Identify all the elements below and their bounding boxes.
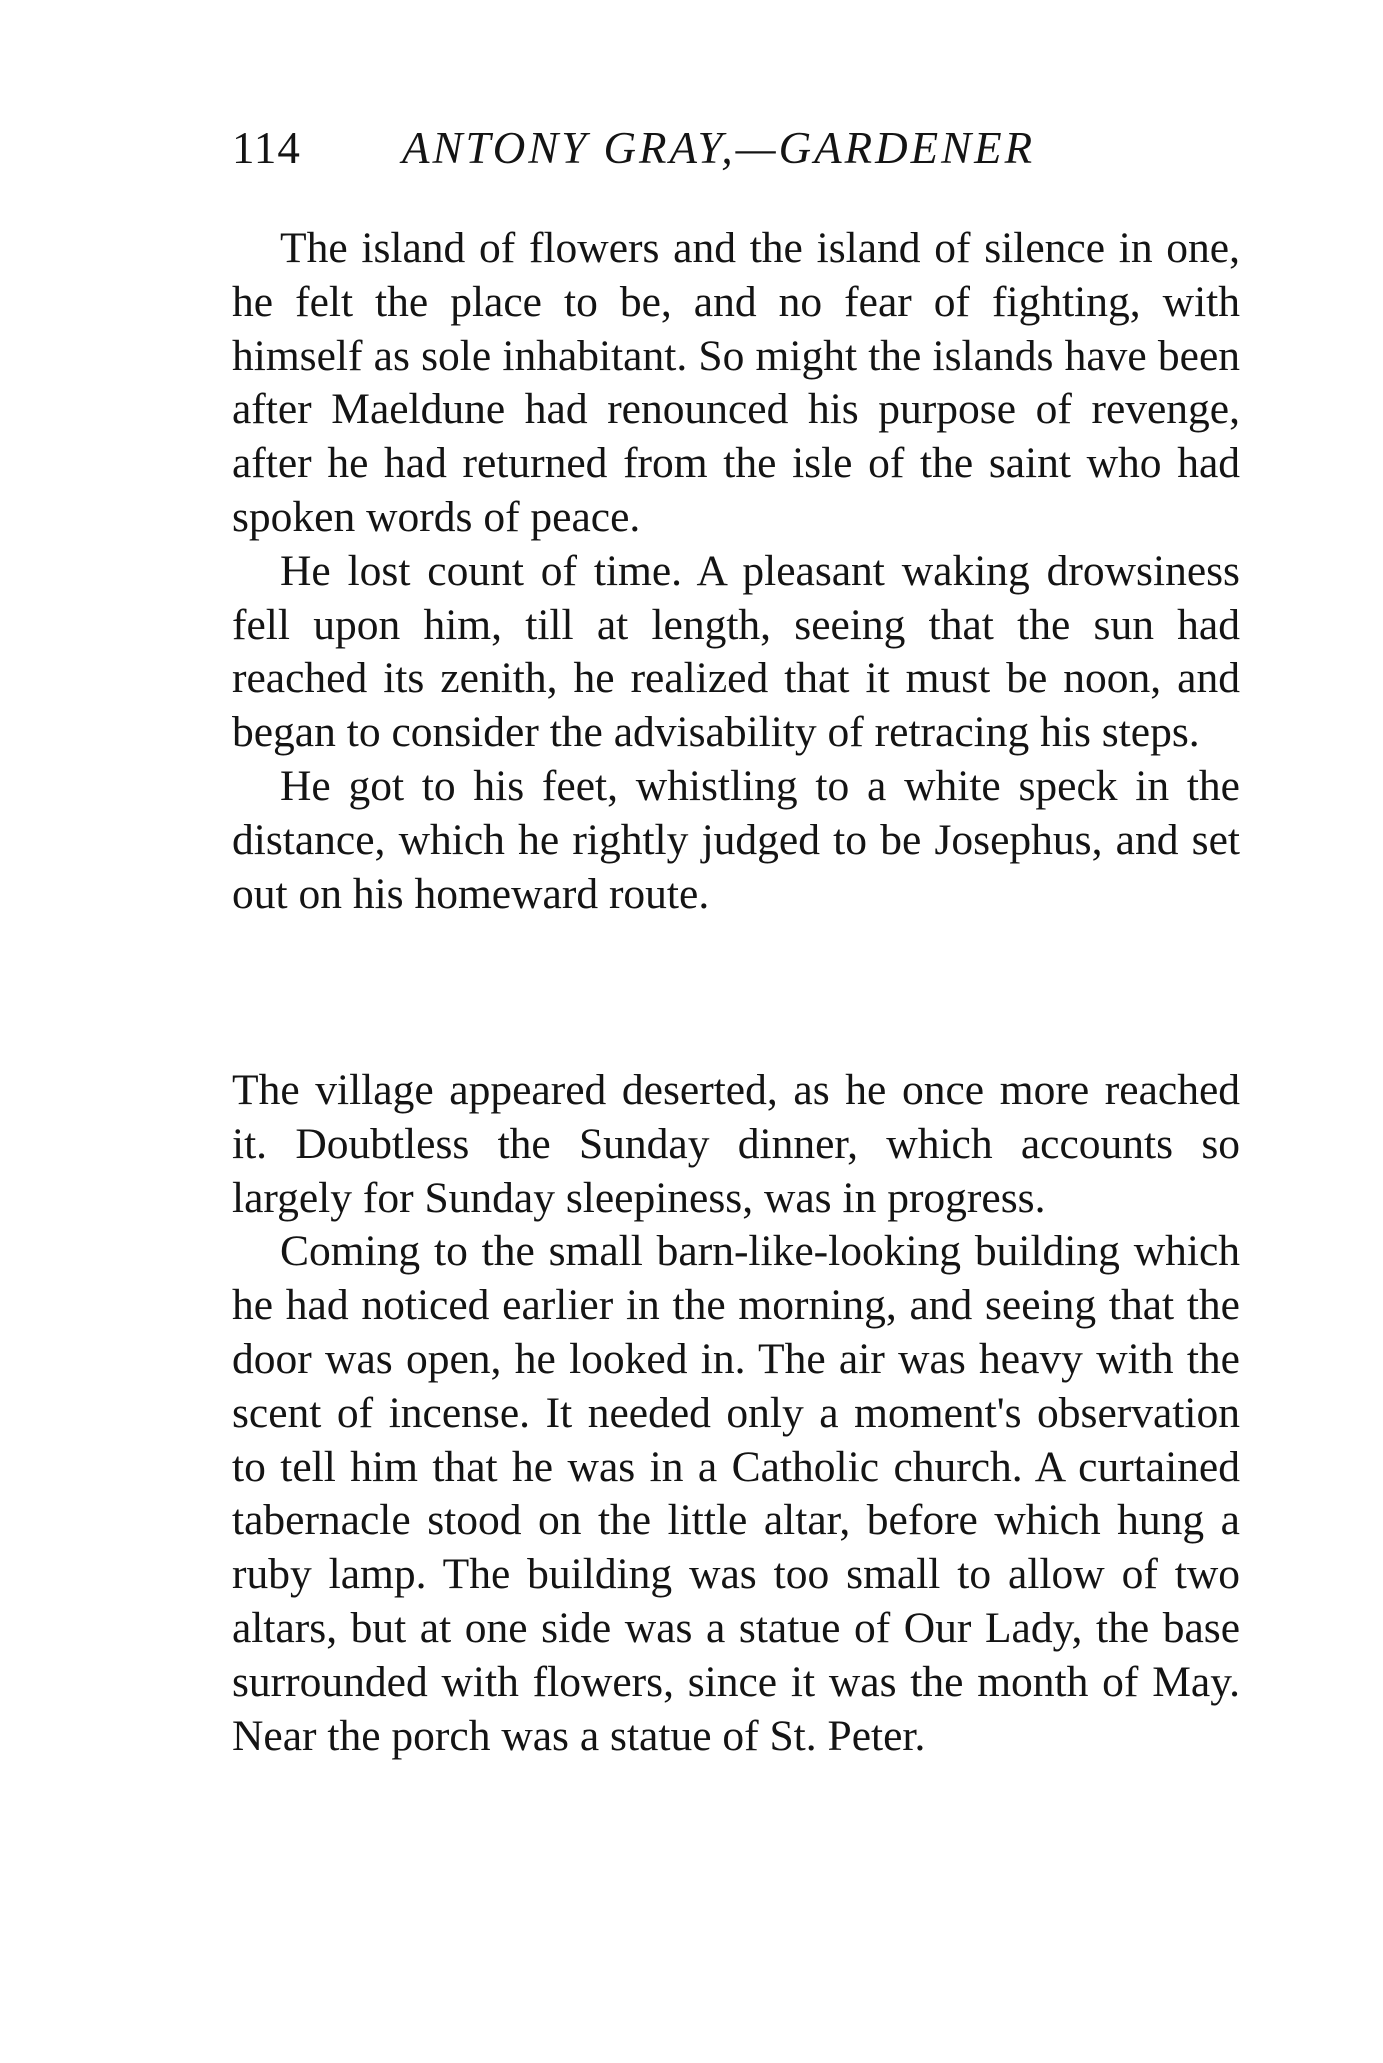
page-header [232, 118, 1242, 178]
paragraph-lost-count-of-time: He lost count of time. A pleasant waking drowsiness fell upon him, till at length, seeing that the sun had reached its zenith, he realized that it must be noon, and began to consider the advisability of retracing his steps. [232, 546, 1240, 757]
text-section-one [232, 222, 1240, 921]
running-title: ANTONY GRAY,—GARDENER [402, 123, 1036, 173]
paragraph-village-deserted: The village appeared deserted, as he once more reached it. Doubtless the Sunday dinner, which accounts so largely for Sunday sleepiness, was in progress. [232, 1066, 1240, 1222]
paragraph-catholic-church: Coming to the small barn-like-looking building which he had noticed earlier in the morning, and seeing that the door was open, he looked in. The air was heavy with the scent of incense. It needed only a moment's observation to tell him that he was in a Catholic church. A curtained tabernacle stood on the little altar, before which hung a ruby lamp. The building was too small to allow of two altars, but at one side was a statue of Our Lady, the base surrounded with flowers, since it was the month of May. Near the porch was a statue of St. Peter. [232, 1227, 1240, 1760]
paragraph-island-of-flowers: The island of flowers and the island of silence in one, he felt the place to be, and no fear of fighting, with himself as sole inhabitant. So might the islands have been after Maeldune had renounced his purpose of revenge, after he had returned from the isle of the saint who had spoken words of peace. [232, 224, 1240, 541]
text-section-two [232, 1064, 1240, 1763]
page-number: 114 [232, 123, 301, 173]
paragraph-got-to-his-feet: He got to his feet, whistling to a white speck in the distance, which he rightly judged to be Josephus, and set out on his homeward route. [232, 761, 1240, 918]
